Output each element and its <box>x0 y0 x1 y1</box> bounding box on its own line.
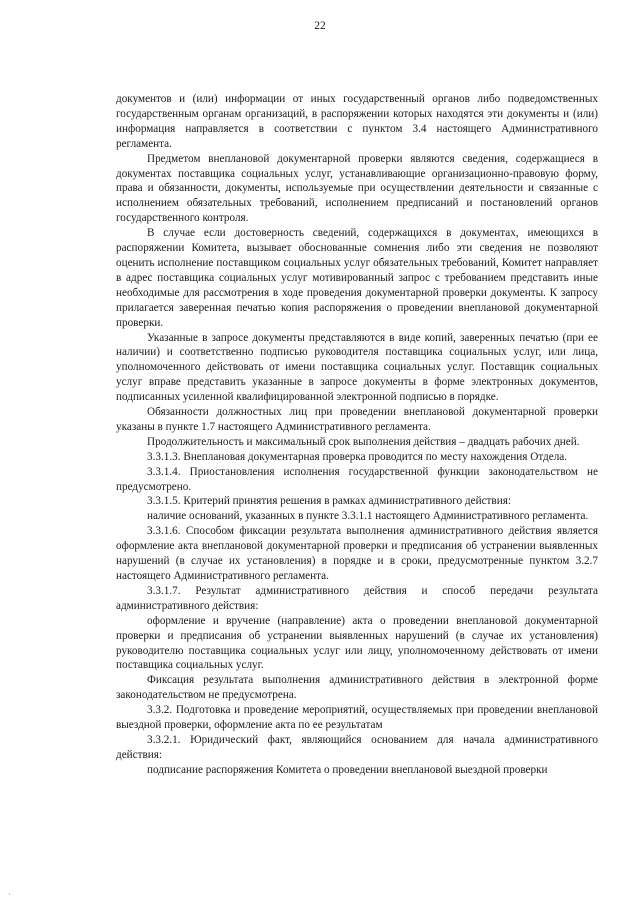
paragraph: 3.3.1.5. Критерий принятия решения в рамках административного действия: <box>147 495 511 508</box>
paragraph: 3.3.1.4. Приостановления исполнения государственной функции законодательством не предусмотрено. <box>116 465 598 493</box>
margin-mark: · <box>8 890 11 899</box>
paragraph: подписание распоряжения Комитета о проведении внеплановой выездной проверки <box>147 763 548 776</box>
paragraph: оформление и вручение (направление) акта о проведении внеплановой документарной проверки и предписания об устранении выявленных нарушений (в случае их установления) руководителю поставщика социальных услуг или лицу, уполномоченному действовать от имени поставщика социальных услуг. <box>116 614 598 672</box>
paragraph: Фиксация результата выполнения административного действия в электронной форме законодательством не предусмотрена. <box>116 674 598 702</box>
document-body <box>116 92 598 778</box>
paragraph: наличие оснований, указанных в пункте 3.3.1.1 настоящего Административного регламента. <box>147 510 589 523</box>
paragraph: Предметом внеплановой документарной проверки являются сведения, содержащиеся в документах поставщика социальных услуг, устанавливающие организационно-правовую форму, права и обязанности, документы, используемые при осуществлении деятельности и связанные с исполнением обязательных требований, исполнением предписаний и постановлений органов государственного контроля. <box>116 152 598 225</box>
paragraph: 3.3.1.6. Способом фиксации результата выполнения административного действия является оформление акта внеплановой документарной проверки и предписания об устранении выявленных нарушений (в случае их установления) в порядке и в сроки, предусмотренные пунктом 3.2.7 настоящего Административного регламента. <box>116 525 598 582</box>
paragraph: 3.3.1.3. Внеплановая документарная проверка проводится по месту нахождения Отдела. <box>147 450 568 463</box>
paragraph: 3.3.2.1. Юридический факт, являющийся основанием для начала административного действия: <box>116 733 598 761</box>
page-number: 22 <box>314 20 326 32</box>
paragraph: Обязанности должностных лиц при проведении внеплановой документарной проверки указаны в пункте 1.7 настоящего Административного регламента. <box>116 406 598 433</box>
paragraph: документов и (или) информации от иных государственный органов либо подведомственных государственным органам организаций, в распоряжении которых находятся эти документы и (или) информация направляется в соответствии с пунктом 3.4 настоящего Административного регламента. <box>116 93 598 150</box>
paragraph: 3.3.1.7. Результат административного действия и способ передачи результата административного действия: <box>116 584 598 612</box>
paragraph: Указанные в запросе документы представляются в виде копий, заверенных печатью (при ее наличии) и соответственно подписью руководителя поставщика социальных услуг, или лица, уполномоченного действовать от имени поставщика социальных услуг. Поставщик социальных услуг вправе представить указанные в запросе документы в форме электронных документов, подписанных усиленной квалифицированной электронной подписью в порядке. <box>116 331 598 404</box>
paragraph: Продолжительность и максимальный срок выполнения действия – двадцать рабочих дней. <box>147 435 580 448</box>
paragraph: 3.3.2. Подготовка и проведение мероприятий, осуществляемых при проведении внеплановой выездной проверки, оформление акта по ее результатам <box>116 704 598 732</box>
paragraph: В случае если достоверность сведений, содержащихся в документах, имеющихся в распоряжении Комитета, вызывает обоснованные сомнения либо эти сведения не позволяют оценить исполнение поставщиком социальных услуг обязательных требований, Комитет направляет в адрес поставщика социальных услуг мотивированный запрос с требованием представить иные необходимые для рассмотрения в ходе проведения документарной проверки документы. К запросу прилагается заверенная печатью копия распоряжения о проведении внеплановой документарной проверки. <box>116 227 598 329</box>
